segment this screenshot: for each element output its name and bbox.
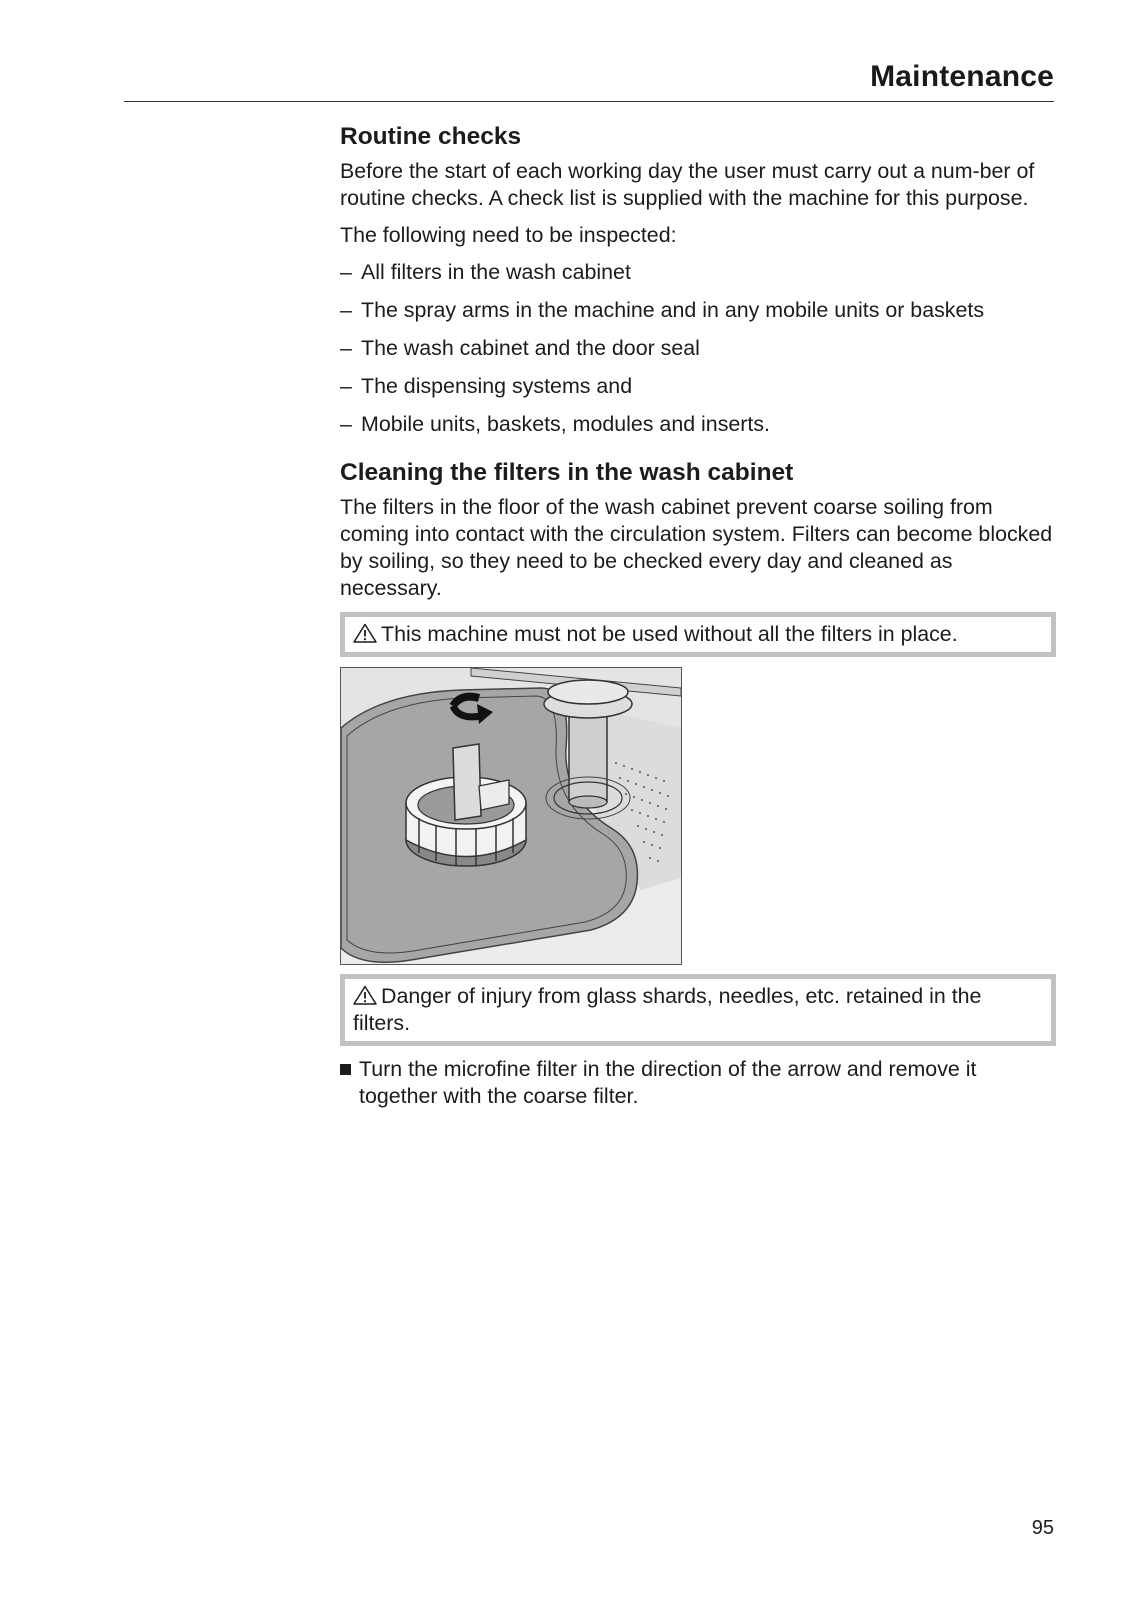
instruction-step xyxy=(340,1056,1056,1110)
dash-marker: – xyxy=(340,336,352,360)
list-item-text: All filters in the wash cabinet xyxy=(361,260,631,284)
list-item xyxy=(340,297,1056,324)
routine-lead-paragraph: The following need to be inspected: xyxy=(340,223,677,247)
main-content xyxy=(340,122,1056,1110)
warning-box xyxy=(340,612,1056,657)
routine-intro-paragraph: Before the start of each working day the user must carry out a num-ber of routine checks. A check list is supplied with the machine for this purpose. xyxy=(340,159,1035,210)
list-item xyxy=(340,373,1056,400)
inspection-list xyxy=(340,259,1056,438)
filter-intro-paragraph: The filters in the floor of the wash cabinet prevent coarse soiling from coming into contact with the circulation system. Filters can become blocked by soiling, so they need to be checked every day and cleaned as necessary. xyxy=(340,495,1053,600)
list-item-text: Mobile units, baskets, modules and inserts. xyxy=(361,412,771,436)
list-item xyxy=(340,335,1056,362)
dash-marker: – xyxy=(340,260,352,284)
warning-box xyxy=(340,974,1056,1046)
page-title: Maintenance xyxy=(870,60,1054,93)
routine-checks-section xyxy=(340,122,1056,438)
filter-removal-illustration xyxy=(340,667,682,965)
list-item-text: The spray arms in the machine and in any mobile units or baskets xyxy=(361,298,985,322)
dash-marker: – xyxy=(340,412,352,436)
warning-text: This machine must not be used without all the filters in place. xyxy=(381,622,958,646)
page-number: 95 xyxy=(1031,1517,1054,1539)
filter-cleaning-section xyxy=(340,458,1056,1110)
list-item-text: The wash cabinet and the door seal xyxy=(361,336,700,360)
warning-text: Danger of injury from glass shards, needles, etc. retained in the filters. xyxy=(353,984,982,1035)
header-divider xyxy=(124,101,1054,102)
dash-marker: – xyxy=(340,374,352,398)
warning-triangle-icon xyxy=(353,623,377,643)
routine-checks-heading: Routine checks xyxy=(340,123,522,150)
square-bullet-icon xyxy=(340,1064,351,1075)
list-item-text: The dispensing systems and xyxy=(361,374,633,398)
instruction-text: Turn the microfine filter in the direction of the arrow and remove it together with the coarse filter. xyxy=(359,1057,977,1108)
filter-cleaning-heading: Cleaning the filters in the wash cabinet xyxy=(340,459,794,486)
dash-marker: – xyxy=(340,298,352,322)
warning-triangle-icon xyxy=(353,985,377,1005)
list-item xyxy=(340,259,1056,286)
list-item xyxy=(340,411,1056,438)
